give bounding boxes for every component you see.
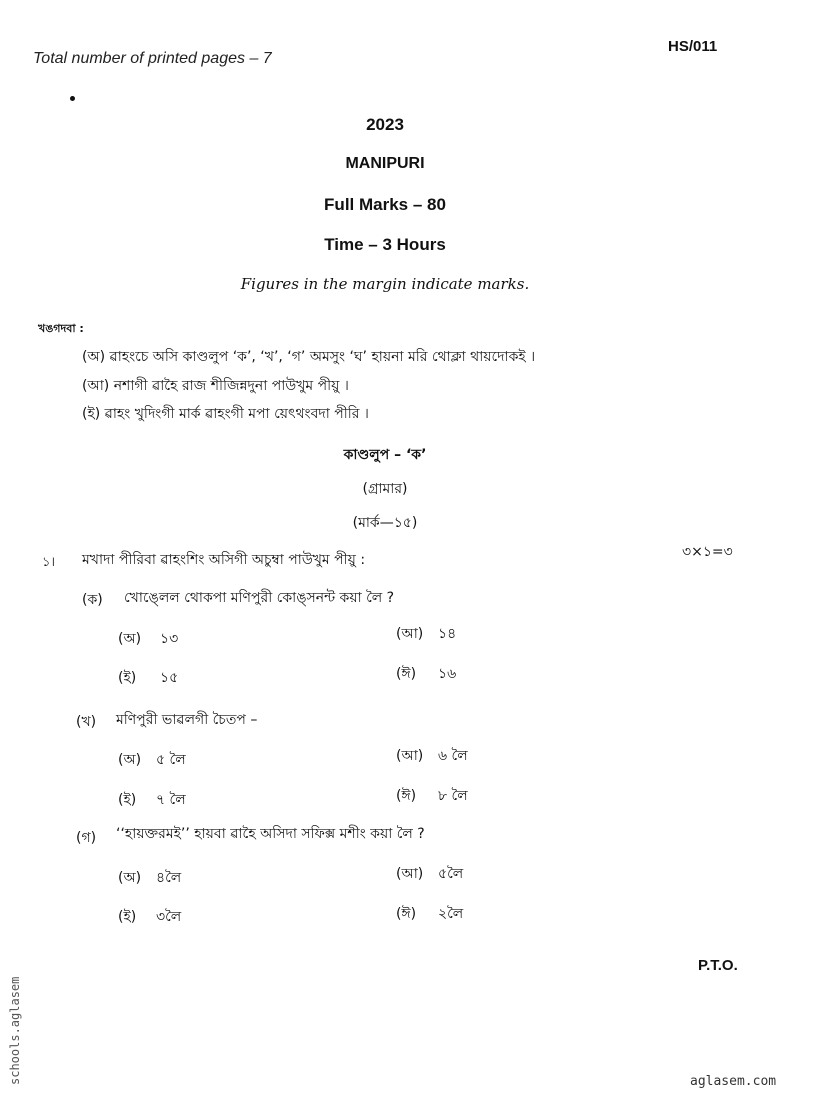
bottom-watermark[interactable]: aglasem.com [690,1074,777,1089]
margin-note: Figures in the margin indicate marks. [240,275,530,293]
option-label: (অ) [118,870,142,886]
option-label: (অ) [118,631,142,647]
question-text: মখাদা পীরিবা ৱাহংশিং অসিগী অচুম্বা পাউখুম পীয়ু : [82,552,366,568]
option-label: (ঈ) [396,788,417,804]
option-value: ১৫ [160,670,179,686]
option-label: (আ) [396,626,424,642]
paper-code: HS/011 [668,38,718,55]
option-value: ৭ লৈ [156,792,186,808]
option-value: ৫ লৈ [156,752,186,768]
part-text: ‘‘হায়ক্তরমই’’ হায়বা ৱাহৈ অসিদা সফিক্স মশীং কয়া লৈ ? [116,826,425,842]
section-topic: (গ্রামার) [362,481,408,497]
option-label: (ই) [118,670,137,686]
option-value: ৫লৈ [438,866,464,882]
part-text: মণিপুরী ভাৱলগী চৈতপ – [116,712,258,728]
option-value: ২লৈ [438,906,464,922]
option-value: ১৪ [438,626,457,642]
option-value: ১৩ [160,631,179,647]
stray-dot [70,96,75,101]
option-label: (আ) [396,748,424,764]
option-label: (আ) [396,866,424,882]
subject-title: MANIPURI [345,155,425,172]
option-value: ৪লৈ [156,870,182,886]
part-label: (ক) [82,592,103,608]
side-watermark: schools.aglasem [8,976,22,1085]
option-label: (ঈ) [396,666,417,682]
option-value: ৩লৈ [156,909,182,925]
part-label: (খ) [76,714,97,730]
option-label: (ই) [118,792,137,808]
instruction-item: (অ) ৱাহংচে অসি কাণ্ডলুপ ‘ক’, ‘খ’, ‘গ’ অমসুং ‘ঘ’ হায়না মরি থোক্লা থায়দোকই । [82,349,536,365]
exam-year: 2023 [366,115,404,134]
section-name: কাণ্ডলুপ – ‘ক’ [343,447,427,463]
option-label: (ঈ) [396,906,417,922]
option-value: ৮ লৈ [438,788,468,804]
instruction-item: (ই) ৱাহং খুদিংগী মার্ক ৱাহংগী মপা য়েৎথংবদা পীরি । [82,406,369,422]
instructions-heading: খঙগদবা : [38,322,84,335]
option-label: (অ) [118,752,142,768]
pto-note: P.T.O. [698,957,738,974]
question-marks: ৩×১=৩ [682,544,733,560]
instruction-item: (আ) নশাগী ৱাহৈ রাজ শীজিন্নদুনা পাউখুম পীয়ু । [82,378,349,394]
part-text: খোঙ্লেল থোকপা মণিপুরী কোঙ্সনন্ট কয়া লৈ ? [124,590,395,606]
full-marks: Full Marks – 80 [324,195,446,214]
option-value: ৬ লৈ [438,748,468,764]
option-label: (ই) [118,909,137,925]
exam-time: Time – 3 Hours [324,235,446,254]
section-marks: (মার্ক—১৫) [352,515,418,531]
printed-pages-note: Total number of printed pages – 7 [33,50,272,67]
question-number: ১। [42,555,56,570]
option-value: ১৬ [438,666,457,682]
part-label: (গ) [76,830,97,846]
